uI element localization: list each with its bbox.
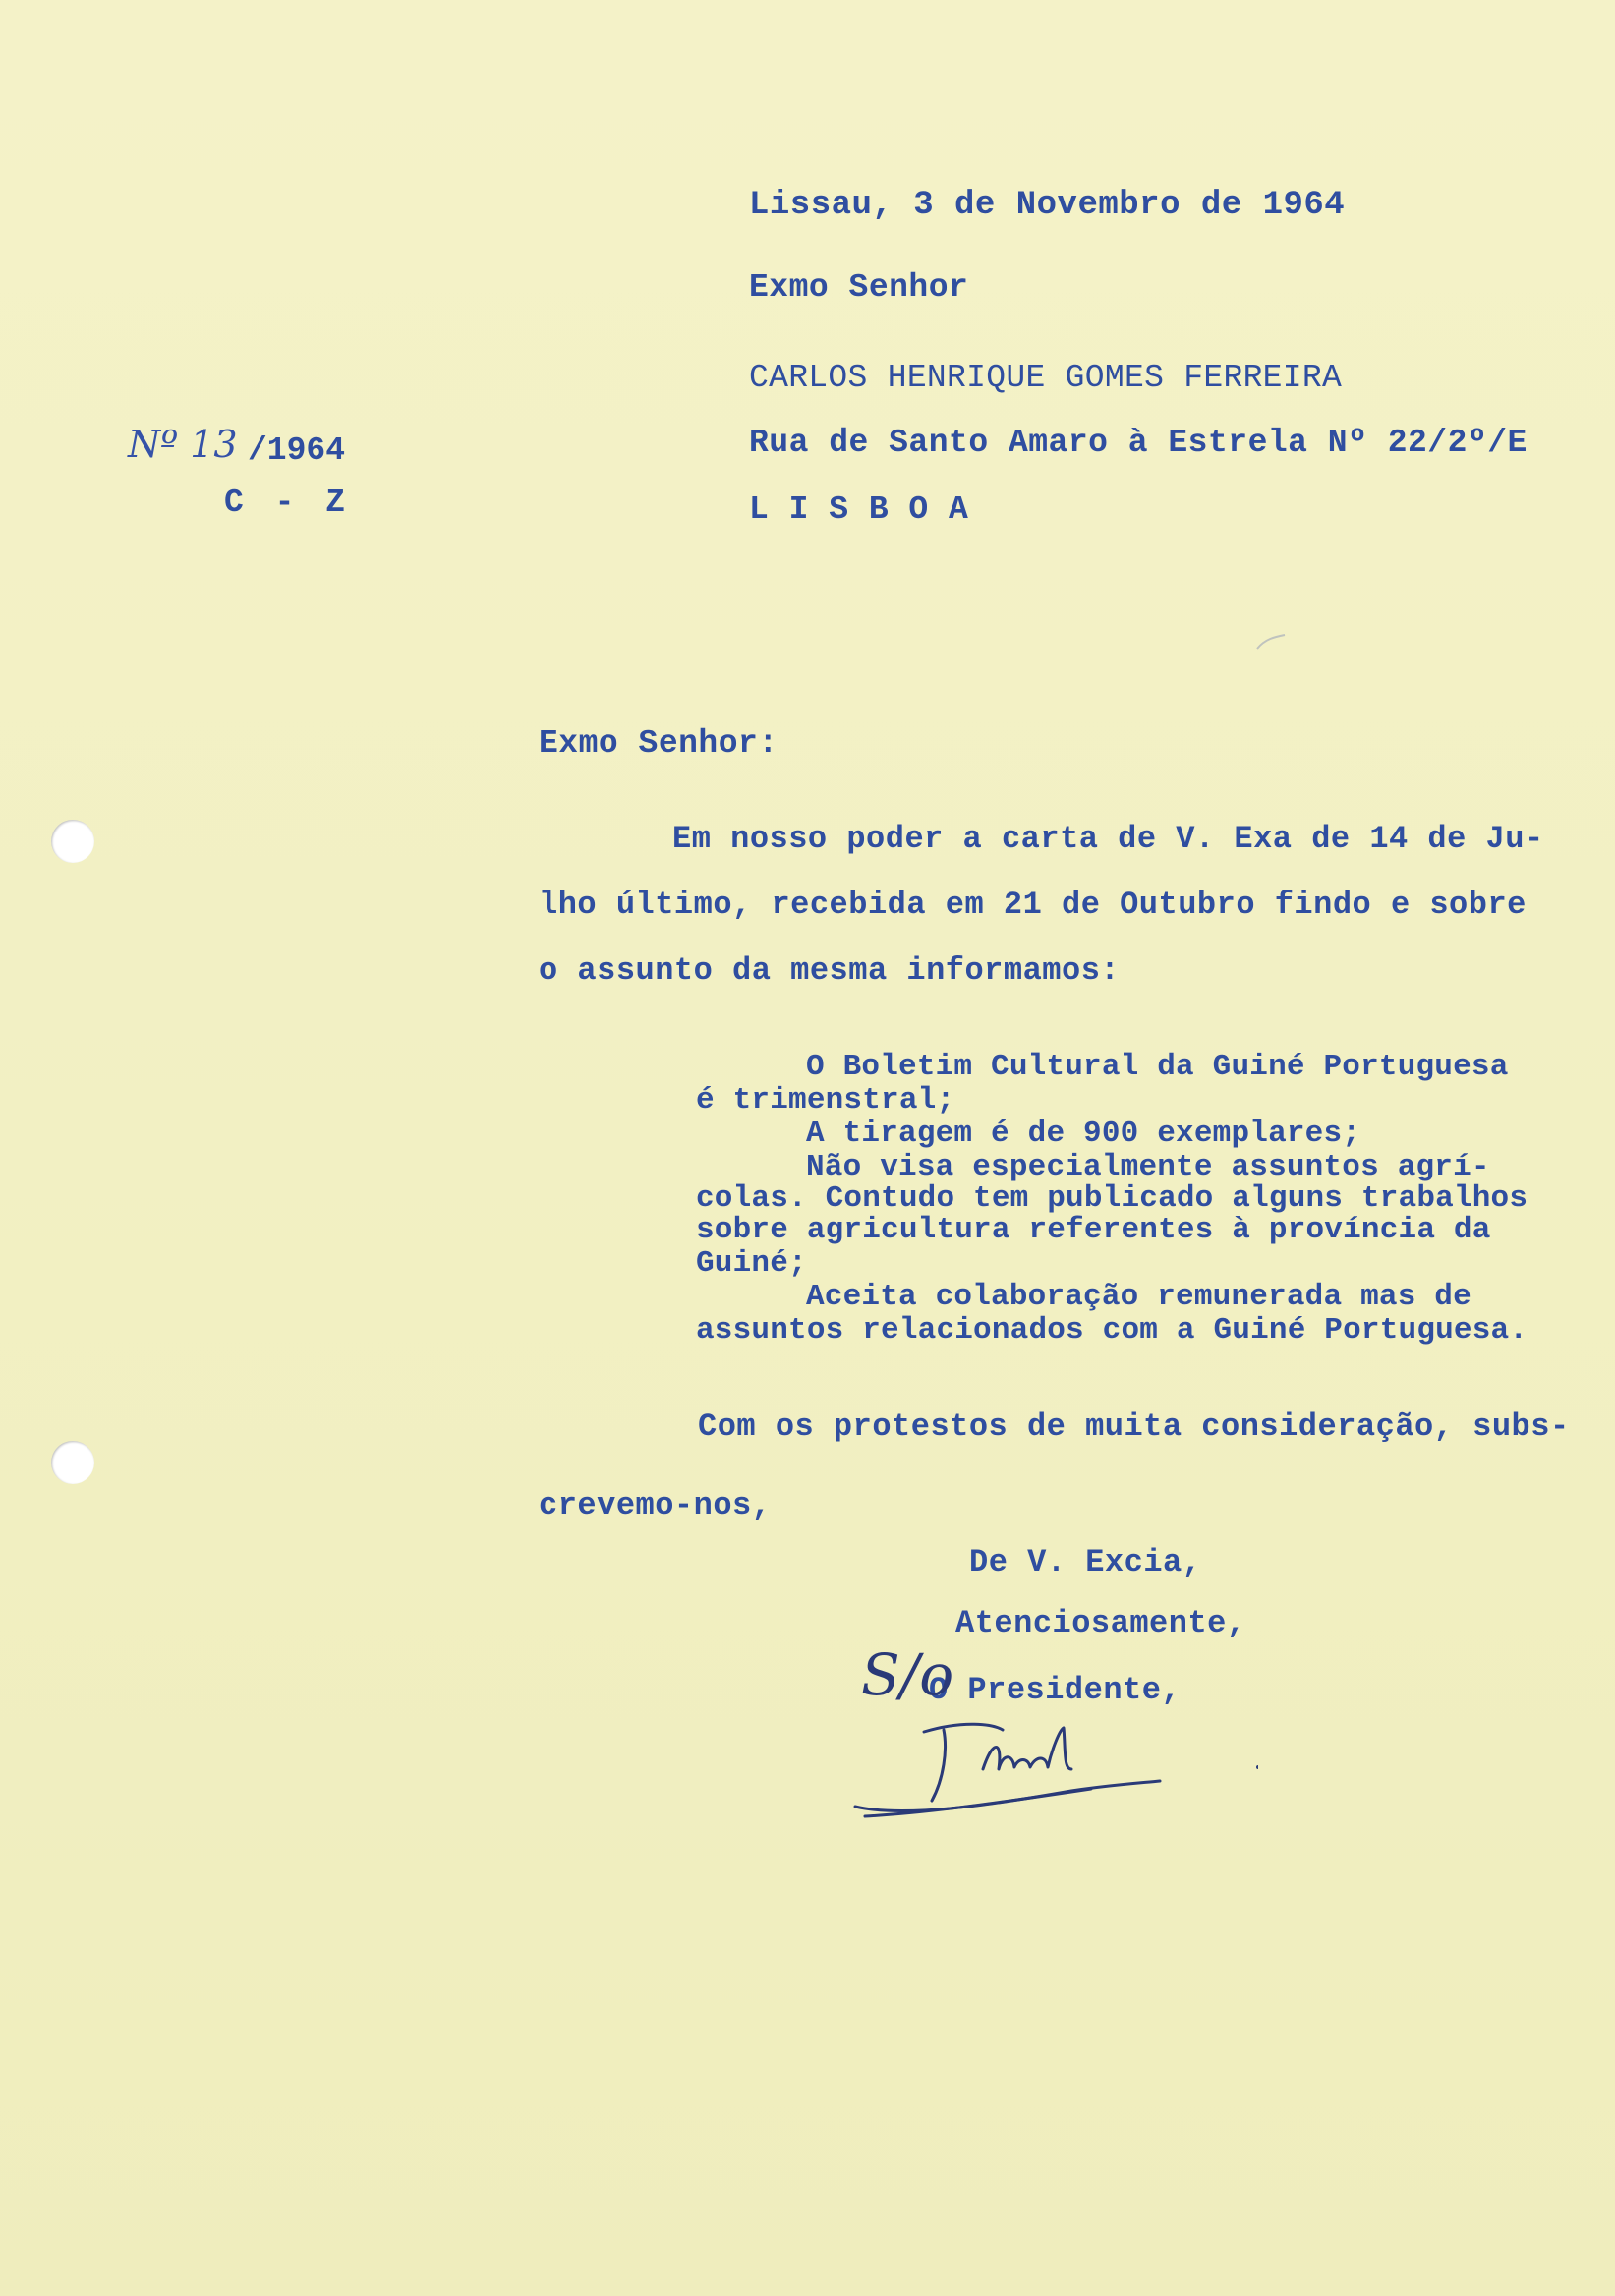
list-line: A tiragem é de 900 exemplares; <box>806 1117 1361 1151</box>
list-line: Não visa especialmente assuntos agrí- <box>806 1150 1490 1184</box>
list-line: O Boletim Cultural da Guiné Portuguesa <box>806 1050 1509 1084</box>
reference-number: Nº 13 <box>128 423 238 466</box>
paragraph-line: lho último, recebida em 21 de Outubro findo e sobre <box>539 887 1527 923</box>
handwritten-signature <box>845 1710 1258 1828</box>
signoff-line: De V. Excia, <box>969 1544 1202 1580</box>
punch-hole-bottom <box>51 1441 94 1484</box>
list-line: colas. Contudo tem publicado alguns trabalhos <box>696 1181 1528 1216</box>
closing-line: Com os protestos de muita consideração, subs- <box>698 1408 1570 1445</box>
reference-year: /1964 <box>248 432 346 469</box>
paragraph-line: o assunto da mesma informamos: <box>539 952 1121 989</box>
place-date: Lissau, 3 de Novembro de 1964 <box>749 187 1346 224</box>
list-line: assuntos relacionados com a Guiné Portuguesa. <box>696 1313 1528 1348</box>
paragraph-line: Em nosso poder a carta de V. Exa de 14 de Ju- <box>672 821 1544 857</box>
list-line: Guiné; <box>696 1246 807 1281</box>
signature-prefix: S/o <box>861 1641 954 1708</box>
closing-line: crevemo-nos, <box>539 1487 772 1523</box>
greeting: Exmo Senhor: <box>539 725 779 762</box>
signoff-line: O Presidente, <box>929 1672 1182 1708</box>
recipient-address: Rua de Santo Amaro à Estrela Nº 22/2º/E <box>749 425 1528 461</box>
list-line: Aceita colaboração remunerada mas de <box>806 1280 1471 1314</box>
list-line: sobre agricultura referentes à província da <box>696 1213 1491 1247</box>
recipient-name: CARLOS HENRIQUE GOMES FERREIRA <box>749 360 1343 396</box>
recipient-city: L I S B O A <box>749 491 969 528</box>
paper-mark <box>1253 629 1293 659</box>
header-salutation: Exmo Senhor <box>749 269 969 306</box>
punch-hole-top <box>51 820 94 863</box>
signoff-line: Atenciosamente, <box>955 1605 1246 1641</box>
reference-code: C - Z <box>224 485 352 521</box>
list-line: é trimenstral; <box>696 1083 955 1118</box>
